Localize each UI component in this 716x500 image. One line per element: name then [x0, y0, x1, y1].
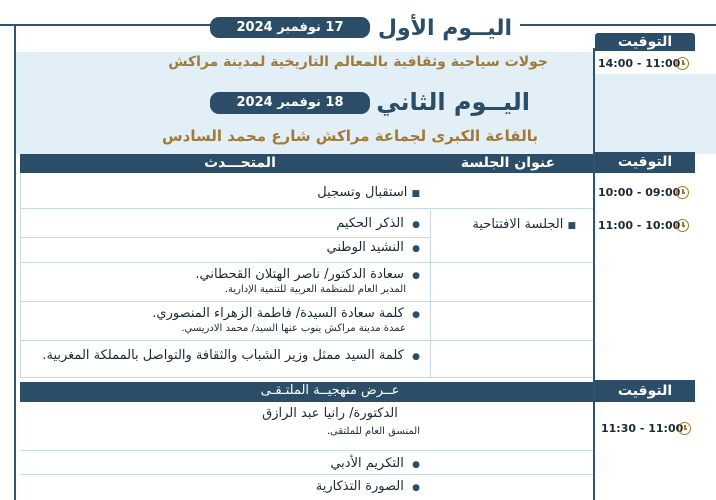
- methodology-presenter: الدكتورة/ رانيا عبد الرازق: [262, 406, 398, 421]
- opening-session-title: ■ الجلسة الافتتاحية: [472, 217, 576, 232]
- reception-label: ■ استقبال وتسجيل: [317, 185, 420, 200]
- clock-icon: [676, 186, 689, 199]
- methodology-timing-header: التوقيت: [595, 380, 695, 402]
- row-divider: [20, 301, 593, 302]
- row-divider: [20, 377, 593, 378]
- bullet-icon: ●: [412, 460, 420, 470]
- session-column-divider: [430, 210, 431, 378]
- day2-title: اليــوم الثاني: [376, 88, 530, 116]
- clock-icon: [676, 57, 689, 70]
- clock-icon: [678, 422, 691, 435]
- methodology-item: ● التكريم الأدبي: [330, 456, 420, 471]
- day1-activity: جولات سياحية وثقافية بالمعالم التاريخية لمدينة مراكش: [168, 54, 548, 70]
- opening-item: ● كلمة السيد ممثل وزير الشباب والثقافة والتواصل بالمملكة المغربية.: [42, 348, 420, 363]
- day2-header-panel-right: [595, 74, 716, 154]
- methodology-role: المنسق العام للملتقى.: [326, 426, 420, 437]
- bullet-icon: ●: [412, 220, 420, 230]
- bullet-icon: ■: [411, 189, 420, 199]
- clock-icon: [676, 219, 689, 232]
- row-divider: [20, 208, 593, 209]
- opening-item: ● كلمة سعادة السيدة/ فاطمة الزهراء المنصوري.: [152, 306, 420, 321]
- opening-item: ● سعادة الدكتور/ ناصر الهتلان القحطاني.: [195, 267, 420, 282]
- methodology-header: عــرض منهجيــة الملتـقـى: [260, 383, 400, 398]
- row-divider: [20, 262, 593, 263]
- day2-venue: بالقاعة الكبرى لجماعة مراكش شارع محمد السادس: [161, 127, 538, 145]
- day2-date-badge: 18 نوفمبر 2024: [210, 92, 370, 114]
- opening-time: 11:00 - 10:00: [598, 219, 681, 232]
- speaker-header: المتحـــدث: [204, 155, 276, 171]
- bullet-icon: ●: [412, 483, 420, 493]
- day2-timing-header: التوقيت: [595, 152, 695, 173]
- day1-title: اليــوم الأول: [377, 16, 512, 41]
- bullet-icon: ●: [412, 310, 420, 320]
- session-title-header: عنوان الجلسة: [460, 155, 556, 171]
- reception-time: 10:00 - 09:00: [598, 186, 681, 199]
- day1-time: 14:00 - 11:00: [598, 57, 681, 70]
- bullet-icon: ●: [412, 244, 420, 254]
- row-divider: [20, 340, 593, 341]
- bullet-icon: ●: [412, 271, 420, 281]
- bullet-icon: ●: [412, 352, 420, 362]
- methodology-time: 11:30 - 11:00: [601, 422, 684, 435]
- methodology-item: ● الصورة التذكارية: [315, 479, 420, 494]
- day1-timing-header: التوقيت: [595, 33, 695, 51]
- day1-date-badge: 17 نوفمبر 2024: [210, 17, 370, 38]
- row-divider: [20, 450, 593, 451]
- row-divider: [20, 474, 593, 475]
- opening-item: ● الذكر الحكيم: [336, 216, 420, 231]
- bullet-icon: ■: [567, 221, 576, 231]
- agenda-left-line: [20, 173, 21, 378]
- row-divider: [20, 237, 430, 238]
- opening-item: ● النشيد الوطني: [326, 240, 420, 255]
- opening-item-subtitle: المدير العام للمنظمة العربية للتنمية الإدارية.: [224, 284, 406, 295]
- opening-item-subtitle: عمدة مدينة مراكش ينوب عنها السيد/ محمد الادريسي.: [181, 323, 406, 334]
